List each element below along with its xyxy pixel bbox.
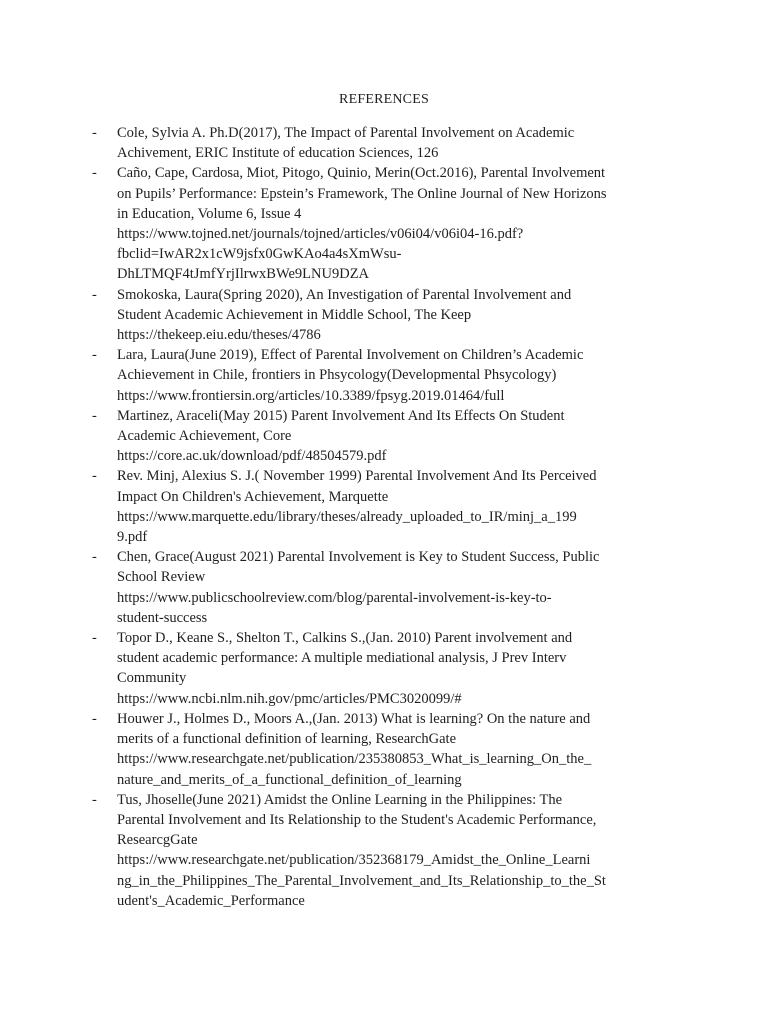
reference-entry <box>92 466 682 547</box>
list-bullet: - <box>92 630 97 647</box>
reference-text-line: https://core.ac.uk/download/pdf/48504579.pdf <box>117 448 387 465</box>
reference-entry <box>92 790 682 911</box>
reference-entry <box>92 628 682 709</box>
reference-text-line: ng_in_the_Philippines_The_Parental_Involvement_and_Its_Relationship_to_the_St <box>117 872 606 889</box>
reference-text-line: https://www.tojned.net/journals/tojned/articles/v06i04/v06i04-16.pdf? <box>117 226 524 243</box>
reference-entry <box>92 285 682 346</box>
list-bullet: - <box>92 125 97 141</box>
reference-text-line: Cole, Sylvia A. Ph.D(2017), The Impact of Parental Involvement on Academic <box>117 125 575 141</box>
list-bullet: - <box>92 549 97 566</box>
reference-text-line: DhLTMQF4tJmfYrjIlrwxBWe9LNU9DZA <box>117 266 370 283</box>
reference-text-line: Topor D., Keane S., Shelton T., Calkins S.,(Jan. 2010) Parent involvement and <box>117 630 573 647</box>
reference-text-line: https://thekeep.eiu.edu/theses/4786 <box>117 327 321 344</box>
reference-entry <box>92 123 682 163</box>
reference-text-line: student academic performance: A multiple mediational analysis, J Prev Interv <box>117 650 567 667</box>
reference-text-line: Martinez, Araceli(May 2015) Parent Involvement And Its Effects On Student <box>117 407 565 424</box>
list-bullet: - <box>92 347 97 364</box>
reference-entry <box>92 345 682 406</box>
reference-entry <box>92 163 682 284</box>
reference-text-line: Tus, Jhoselle(June 2021) Amidst the Online Learning in the Philippines: The <box>117 791 563 808</box>
reference-text-line: ResearcgGate <box>117 832 198 849</box>
list-bullet: - <box>92 710 97 727</box>
reference-text-line: Academic Achievement, Core <box>117 428 292 445</box>
reference-text-line: https://www.frontiersin.org/articles/10.3389/fpsyg.2019.01464/full <box>117 387 505 404</box>
reference-text-line: Impact On Children's Achievement, Marquette <box>117 488 389 505</box>
reference-text-line: 9.pdf <box>117 529 148 546</box>
reference-text-line: Caño, Cape, Cardosa, Miot, Pitogo, Quinio, Merin(Oct.2016), Parental Involvement <box>117 165 606 182</box>
page-title: REFERENCES <box>339 92 429 107</box>
reference-text-line: Community <box>117 670 187 687</box>
list-bullet: - <box>92 165 97 182</box>
reference-text-line: student-success <box>117 609 208 626</box>
reference-text-line: udent's_Academic_Performance <box>117 892 305 909</box>
reference-text-line: on Pupils’ Performance: Epstein’s Framework, The Online Journal of New Horizons <box>117 185 607 202</box>
reference-text-line: https://www.ncbi.nlm.nih.gov/pmc/articles/PMC3020099/# <box>117 690 462 707</box>
reference-text-line: nature_and_merits_of_a_functional_definition_of_learning <box>117 771 462 788</box>
list-bullet: - <box>92 468 97 485</box>
reference-text-line: Achievement in Chile, frontiers in Phsycology(Developmental Phsycology) <box>117 367 557 384</box>
reference-entry <box>92 709 682 790</box>
reference-text-line: fbclid=IwAR2x1cW9jsfx0GwKAo4a4sXmWsu- <box>117 246 402 263</box>
reference-text-line: https://www.publicschoolreview.com/blog/parental-involvement-is-key-to- <box>117 589 552 606</box>
reference-entry <box>92 406 682 467</box>
list-bullet: - <box>92 286 97 303</box>
reference-text-line: https://www.researchgate.net/publication/235380853_What_is_learning_On_the_ <box>117 751 592 768</box>
reference-text-line: Houwer J., Holmes D., Moors A.,(Jan. 2013) What is learning? On the nature and <box>117 710 591 727</box>
reference-text-line: Parental Involvement and Its Relationship to the Student's Academic Performance, <box>117 811 597 828</box>
list-bullet: - <box>92 407 97 424</box>
reference-text-line: Student Academic Achievement in Middle School, The Keep <box>117 306 472 323</box>
reference-text-line: https://www.marquette.edu/library/theses/already_uploaded_to_IR/minj_a_199 <box>117 508 577 525</box>
reference-text-line: Achivement, ERIC Institute of education Sciences, 126 <box>117 145 439 162</box>
reference-list <box>92 123 682 911</box>
reference-text-line: Lara, Laura(June 2019), Effect of Parental Involvement on Children’s Academic <box>117 347 584 364</box>
reference-text-line: in Education, Volume 6, Issue 4 <box>117 205 302 222</box>
reference-text-line: merits of a functional definition of learning, ResearchGate <box>117 731 457 748</box>
reference-text-line: https://www.researchgate.net/publication/352368179_Amidst_the_Online_Learni <box>117 852 591 869</box>
reference-text-line: Smokoska, Laura(Spring 2020), An Investigation of Parental Involvement and <box>117 286 572 303</box>
reference-entry <box>92 547 682 628</box>
reference-text-line: Chen, Grace(August 2021) Parental Involvement is Key to Student Success, Public <box>117 549 600 566</box>
reference-text-line: School Review <box>117 569 206 586</box>
list-bullet: - <box>92 791 97 808</box>
reference-text-line: Rev. Minj, Alexius S. J.( November 1999) Parental Involvement And Its Perceived <box>117 468 597 485</box>
